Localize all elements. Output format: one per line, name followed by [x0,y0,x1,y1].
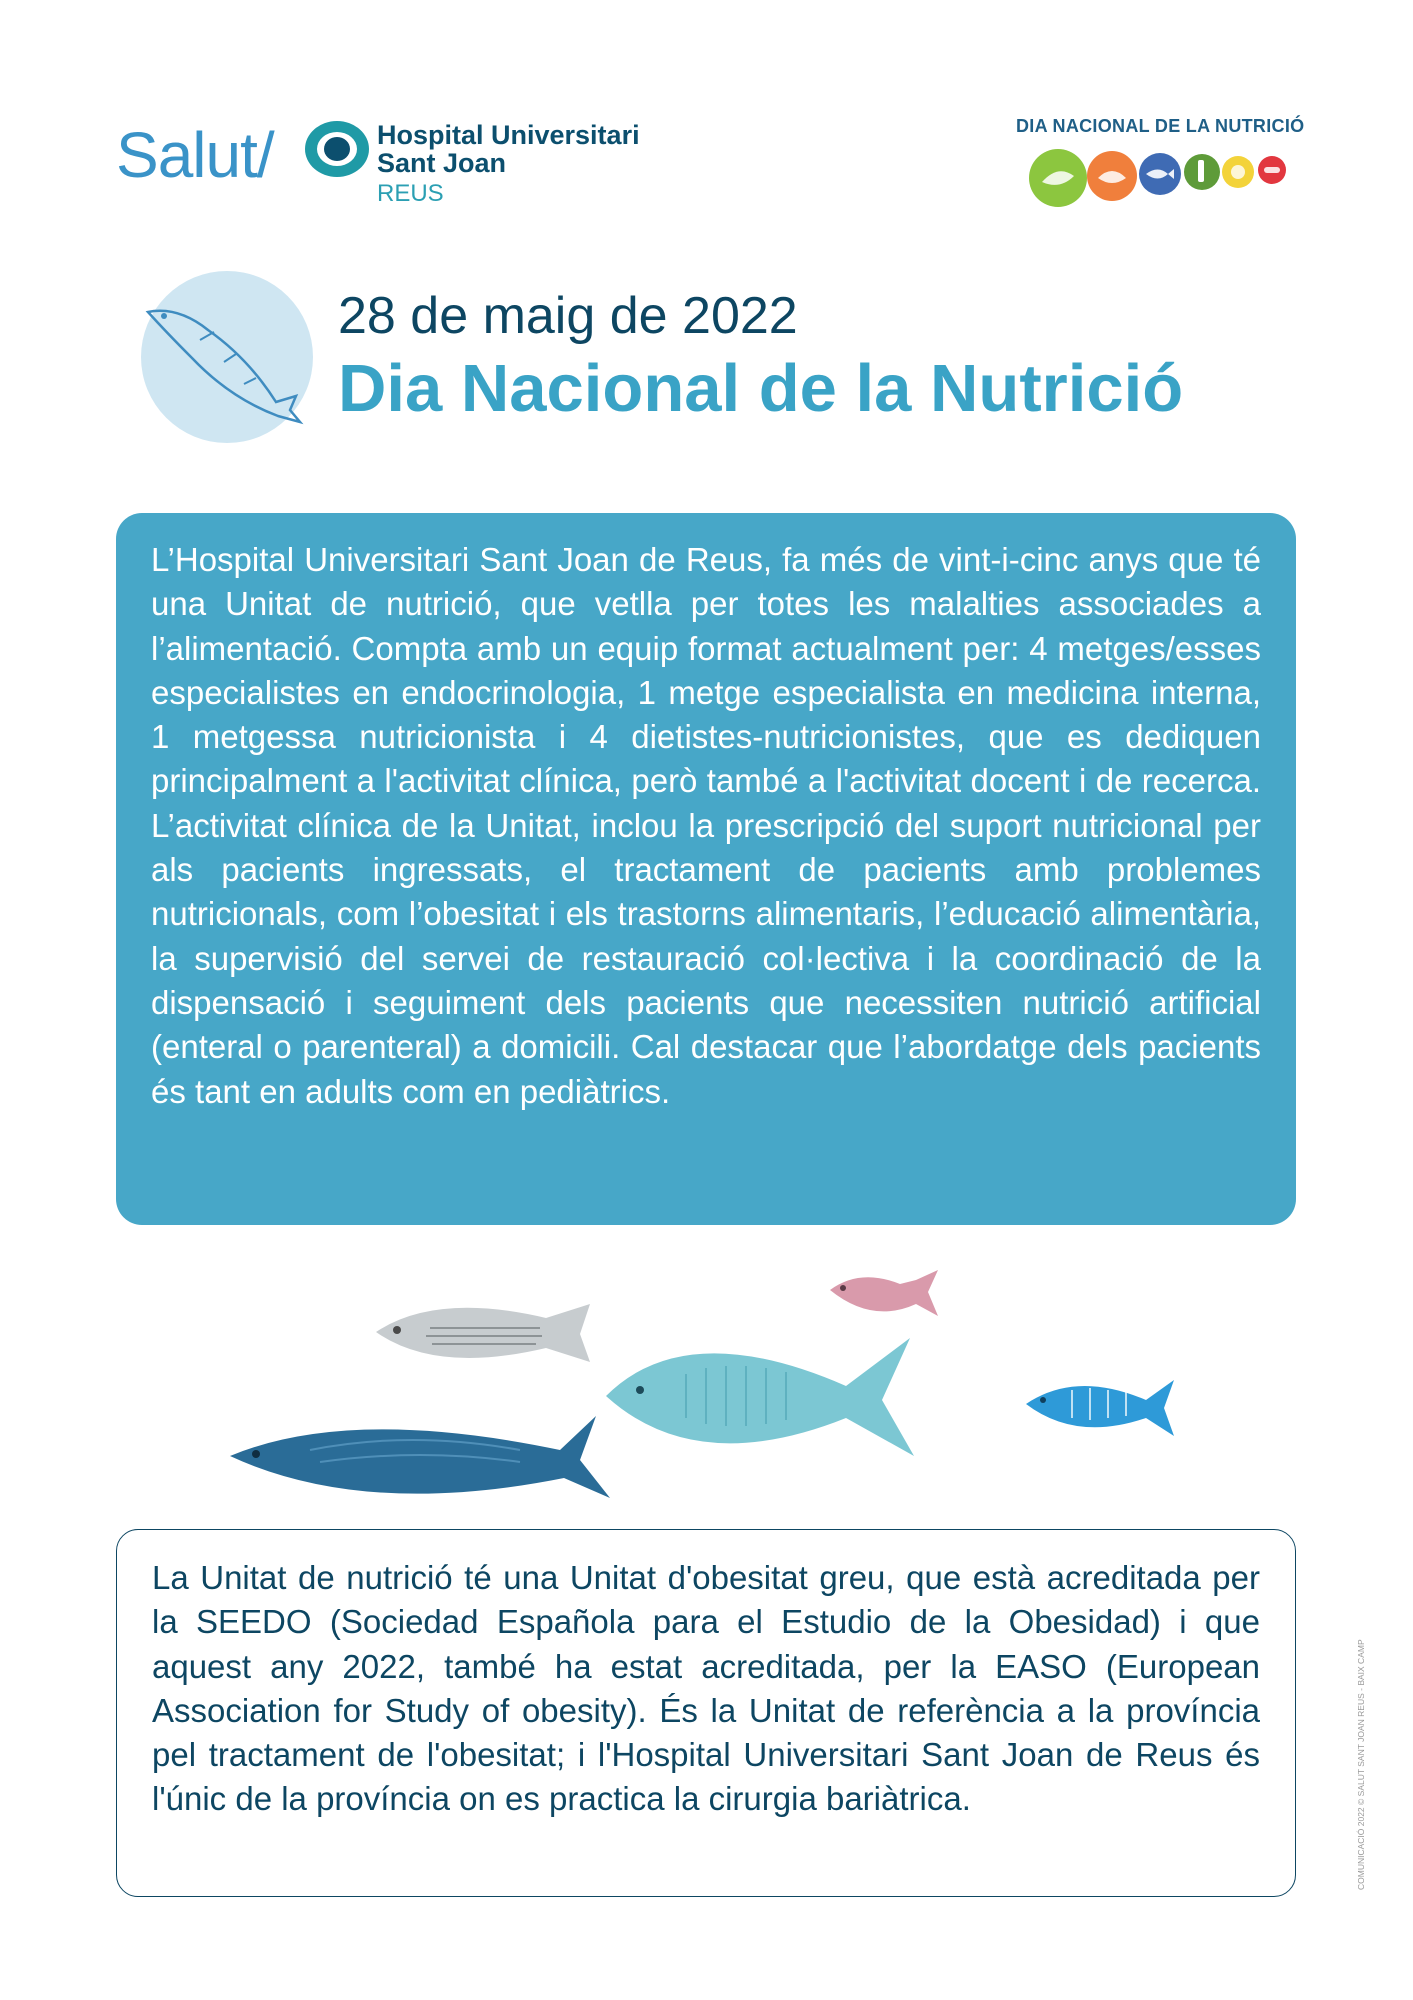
info-box [116,513,1296,1225]
dnn-label: DIA NACIONAL DE LA NUTRICIÓ [1016,116,1305,136]
hospital-logo-icon [302,118,372,180]
dark-fish-icon [230,1416,610,1498]
page-title: Dia Nacional de la Nutrició [338,351,1184,426]
hospital-name [377,121,640,177]
info-paragraph: L’Hospital Universitari Sant Joan de Reus, fa més de vint-i-cinc anys que té una Unitat de nutrició, que vetlla per totes les malalties associades a l’alimentació. Compta amb un equip format actualment per: 4 metges/esses especialistes en endocrinologia, 1 metge especialista en medicina interna, 1 metgessa nutricionista i 4 dietistes-nutricionistes, que es dediquen principalment a l'activitat clínica, però també a l'activitat docent i de recerca. L’activitat clínica de la Unitat, inclou la prescripció del suport nutricional per als pacients ingressats, el tractament de pacients amb problemes nutricionals, com l’obesitat i els trastorns alimentaris, l’educació alimentària, la supervisió del servei de restauració col·lectiva i la coordinació de la dispensació i seguiment dels pacients que necessiten nutrició artificial (enteral o parenteral) a domicili. Cal destacar que l’abordatge dels pacients és tant en adults com en pediàtrics. [151,541,1261,1110]
salut-logo: Salut/ [116,119,274,191]
pink-fish-icon [830,1270,938,1316]
hospital-name-line1: Hospital Universitari [377,120,640,150]
food-groups-icon [1026,142,1304,210]
grey-fish-icon [376,1304,590,1362]
hospital-city: REUS [377,180,444,207]
fish-illustration [200,1250,1220,1500]
blue-fish-icon [1026,1380,1174,1436]
hospital-name-line2: Sant Joan [377,148,507,178]
side-credit-text: COMUNICACIÓ 2022 © SALUT SANT JOAN REUS - BAIX CAMP [1356,1639,1366,1890]
obesity-paragraph: La Unitat de nutrició té una Unitat d'obesitat greu, que està acreditada per la SEEDO (Sociedad Española para el Estudio de la Obesidad) i que aquest any 2022, també ha estat acreditada, per la EASO (European Association for Study of obesity). És la Unitat de referència a la província pel tractament de l'obesitat; i l'Hospital Universitari Sant Joan de Reus és l'únic de la província on es practica la cirurgia bariàtrica. [152,1559,1260,1818]
obesity-box [116,1529,1296,1897]
teal-fish-icon [606,1338,914,1456]
side-credit [1356,1620,1368,1890]
date: 28 de maig de 2022 [338,287,798,345]
fish-circle-icon [140,270,315,445]
